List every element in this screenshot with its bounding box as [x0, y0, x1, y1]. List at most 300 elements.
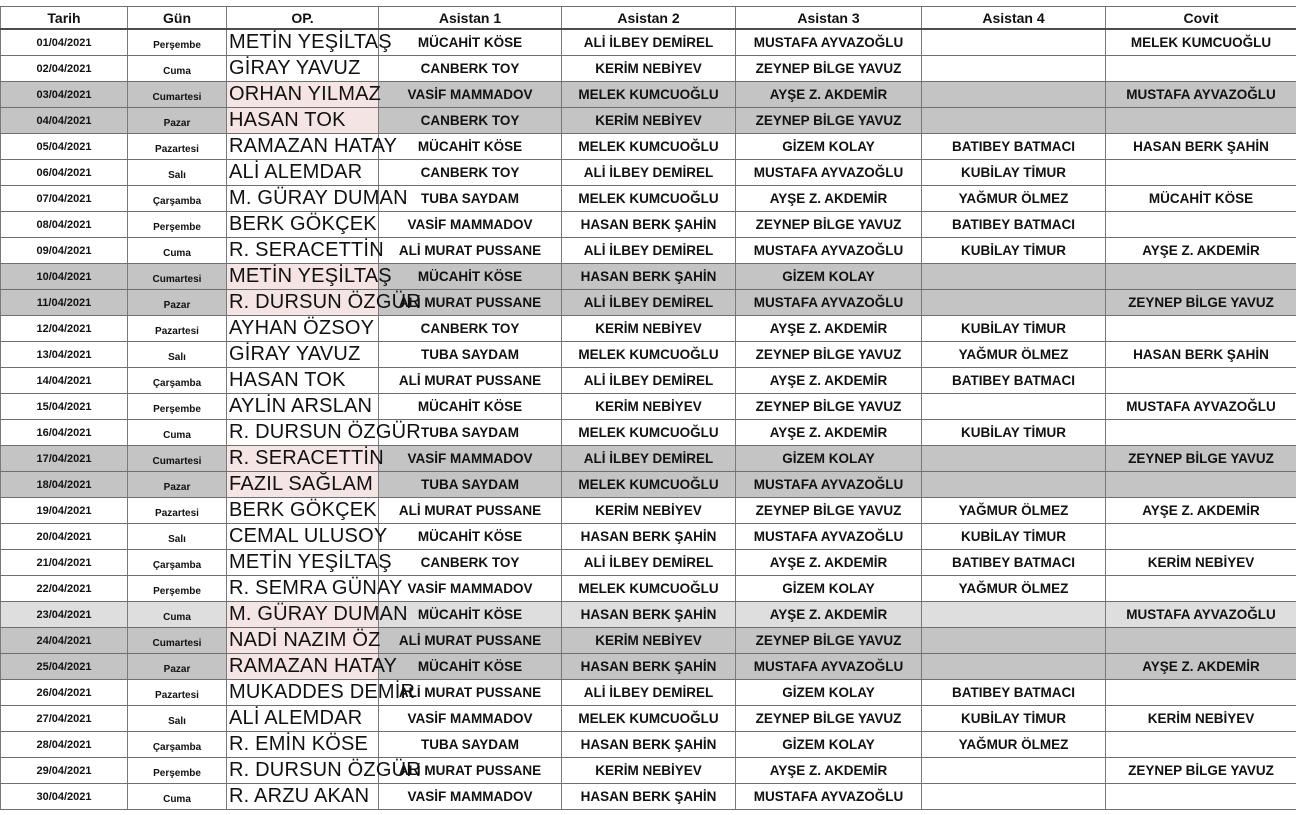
op-name: HASAN TOK	[229, 369, 346, 391]
asistan-4-cell[interactable]: KUBİLAY TİMUR	[922, 420, 1106, 445]
op-cell[interactable]	[227, 498, 379, 523]
date-cell[interactable]: 02/04/2021	[0, 56, 128, 81]
covit-cell[interactable]: AYŞE Z. AKDEMİR	[1142, 659, 1260, 674]
asistan-4-cell[interactable]	[922, 264, 1106, 289]
asistan-2-cell[interactable]: KERİM NEBİYEV	[562, 108, 736, 133]
asistan-2-cell[interactable]: HASAN BERK ŞAHİN	[562, 212, 736, 237]
op-cell[interactable]	[227, 706, 379, 731]
table-body	[0, 30, 1296, 810]
covit-cell[interactable]: ZEYNEP BİLGE YAVUZ	[1128, 763, 1274, 778]
day-cell[interactable]: Salı	[128, 706, 227, 731]
header-asistan-4[interactable]: Asistan 4	[922, 7, 1106, 28]
table-row	[0, 472, 1296, 498]
asistan-3-cell[interactable]: MUSTAFA AYVAZOĞLU	[736, 472, 922, 497]
covit-cell[interactable]: MUSTAFA AYVAZOĞLU	[1126, 399, 1276, 414]
asistan-3-cell[interactable]: ZEYNEP BİLGE YAVUZ	[736, 212, 922, 237]
schedule-table	[0, 6, 1296, 810]
op-name: R. SERACETTİN	[229, 239, 384, 261]
covit-cell[interactable]: MÜCAHİT KÖSE	[1148, 191, 1254, 206]
day-cell[interactable]: Perşembe	[128, 576, 227, 601]
day-cell[interactable]: Pazartesi	[128, 316, 227, 341]
op-cell[interactable]	[227, 550, 392, 575]
asistan-1-cell[interactable]: CANBERK TOY	[379, 316, 562, 341]
asistan-3-cell[interactable]: ZEYNEP BİLGE YAVUZ	[736, 108, 922, 133]
table-row	[0, 238, 1296, 264]
header-asistan-3[interactable]: Asistan 3	[736, 7, 922, 28]
asistan-1-cell[interactable]: VASİF MAMMADOV	[379, 446, 562, 471]
header-row	[0, 6, 1296, 30]
table-row	[0, 290, 1296, 316]
header-gun[interactable]: Gün	[128, 7, 227, 28]
asistan-3-cell[interactable]: ZEYNEP BİLGE YAVUZ	[736, 628, 922, 653]
day-cell[interactable]: Çarşamba	[128, 186, 227, 211]
covit-cell[interactable]: MUSTAFA AYVAZOĞLU	[1126, 607, 1276, 622]
op-cell[interactable]	[227, 420, 421, 445]
asistan-3-cell[interactable]: ZEYNEP BİLGE YAVUZ	[736, 706, 922, 731]
asistan-2-cell[interactable]: KERİM NEBİYEV	[562, 498, 736, 523]
asistan-2-cell[interactable]: KERİM NEBİYEV	[562, 628, 736, 653]
asistan-1-cell[interactable]: MÜCAHİT KÖSE	[379, 264, 562, 289]
op-name: M. GÜRAY DUMAN	[229, 187, 408, 209]
asistan-3-cell[interactable]: GİZEM KOLAY	[736, 732, 922, 757]
table-row	[0, 784, 1296, 810]
asistan-3-cell[interactable]: GİZEM KOLAY	[736, 576, 922, 601]
table-row	[0, 706, 1296, 732]
asistan-4-cell[interactable]	[922, 290, 1106, 315]
asistan-1-cell[interactable]: ALİ MURAT PUSSANE	[379, 238, 562, 263]
covit-cell[interactable]	[1106, 784, 1296, 809]
covit-cell[interactable]: KERİM NEBİYEV	[1147, 711, 1255, 726]
asistan-4-cell[interactable]	[922, 30, 1106, 55]
op-name: M. GÜRAY DUMAN	[229, 603, 408, 625]
day-cell[interactable]: Perşembe	[128, 30, 227, 55]
asistan-3-cell[interactable]: AYŞE Z. AKDEMİR	[736, 368, 922, 393]
op-cell[interactable]	[227, 134, 398, 159]
asistan-1-cell[interactable]: MÜCAHİT KÖSE	[379, 394, 562, 419]
op-name: BERK GÖKÇEK	[229, 213, 377, 235]
asistan-3-cell[interactable]: ZEYNEP BİLGE YAVUZ	[736, 342, 922, 367]
day-cell[interactable]: Cuma	[128, 420, 227, 445]
asistan-1-cell[interactable]: MÜCAHİT KÖSE	[379, 654, 562, 679]
op-name: METİN YEŞİLTAŞ	[229, 265, 392, 287]
asistan-1-cell[interactable]: CANBERK TOY	[379, 56, 562, 81]
op-cell[interactable]	[227, 680, 416, 705]
asistan-4-cell[interactable]	[922, 108, 1106, 133]
asistan-4-cell[interactable]: YAĞMUR ÖLMEZ	[922, 498, 1106, 523]
header-op[interactable]: OP.	[227, 7, 379, 28]
date-cell[interactable]: 04/04/2021	[0, 108, 128, 133]
covit-cell[interactable]	[1106, 472, 1296, 497]
asistan-2-cell[interactable]: HASAN BERK ŞAHİN	[562, 264, 736, 289]
asistan-1-cell[interactable]: MÜCAHİT KÖSE	[379, 524, 562, 549]
table-row	[0, 524, 1296, 550]
asistan-4-cell[interactable]: YAĞMUR ÖLMEZ	[922, 342, 1106, 367]
asistan-4-cell[interactable]: BATIBEY BATMACI	[922, 212, 1106, 237]
asistan-1-cell[interactable]: ALİ MURAT PUSSANE	[379, 758, 562, 783]
asistan-2-cell[interactable]: ALİ İLBEY DEMİREL	[562, 550, 736, 575]
covit-cell[interactable]	[1106, 576, 1296, 601]
asistan-1-cell[interactable]: ALİ MURAT PUSSANE	[379, 680, 562, 705]
asistan-2-cell[interactable]: MELEK KUMCUOĞLU	[562, 342, 736, 367]
day-cell[interactable]: Cuma	[128, 784, 227, 809]
date-cell[interactable]: 16/04/2021	[0, 420, 128, 445]
table-row	[0, 212, 1296, 238]
day-cell[interactable]: Salı	[128, 160, 227, 185]
asistan-1-cell[interactable]: VASİF MAMMADOV	[379, 706, 562, 731]
asistan-4-cell[interactable]	[922, 628, 1106, 653]
date-cell[interactable]: 19/04/2021	[0, 498, 128, 523]
op-cell[interactable]	[227, 186, 408, 211]
asistan-2-cell[interactable]: KERİM NEBİYEV	[562, 316, 736, 341]
covit-cell[interactable]: MUSTAFA AYVAZOĞLU	[1126, 87, 1276, 102]
day-cell[interactable]: Cumartesi	[128, 446, 227, 471]
op-cell[interactable]	[227, 30, 392, 55]
table-row	[0, 342, 1296, 368]
asistan-1-cell[interactable]: TUBA SAYDAM	[379, 732, 562, 757]
date-cell[interactable]: 13/04/2021	[0, 342, 128, 367]
asistan-1-cell[interactable]: ALİ MURAT PUSSANE	[379, 368, 562, 393]
op-name: ORHAN YILMAZ	[229, 83, 382, 105]
asistan-1-cell[interactable]: MÜCAHİT KÖSE	[379, 602, 562, 627]
op-name: GİRAY YAVUZ	[229, 57, 361, 79]
op-cell[interactable]	[227, 160, 379, 185]
asistan-2-cell[interactable]: MELEK KUMCUOĞLU	[562, 186, 736, 211]
op-name: METİN YEŞİLTAŞ	[229, 551, 392, 573]
date-cell[interactable]: 12/04/2021	[0, 316, 128, 341]
covit-cell[interactable]	[1106, 108, 1296, 133]
asistan-4-cell[interactable]: YAĞMUR ÖLMEZ	[922, 186, 1106, 211]
covit-cell[interactable]	[1106, 316, 1296, 341]
date-cell[interactable]: 01/04/2021	[0, 30, 128, 55]
op-cell[interactable]	[227, 394, 379, 419]
table-row	[0, 576, 1296, 602]
op-name: R. DURSUN ÖZGÜR	[229, 291, 421, 313]
asistan-4-cell[interactable]: YAĞMUR ÖLMEZ	[922, 576, 1106, 601]
header-tarih[interactable]: Tarih	[0, 7, 128, 28]
asistan-4-cell[interactable]: KUBİLAY TİMUR	[922, 524, 1106, 549]
date-cell[interactable]: 25/04/2021	[0, 654, 128, 679]
header-covit[interactable]: Covit	[1183, 9, 1219, 26]
asistan-3-cell[interactable]: AYŞE Z. AKDEMİR	[736, 550, 922, 575]
covit-cell[interactable]: KERİM NEBİYEV	[1147, 555, 1255, 570]
covit-cell[interactable]	[1106, 524, 1296, 549]
day-cell[interactable]: Salı	[128, 524, 227, 549]
asistan-3-cell[interactable]: AYŞE Z. AKDEMİR	[736, 602, 922, 627]
op-cell[interactable]	[227, 108, 379, 133]
asistan-1-cell[interactable]: TUBA SAYDAM	[379, 420, 562, 445]
date-cell[interactable]: 22/04/2021	[0, 576, 128, 601]
asistan-1-cell[interactable]: MÜCAHİT KÖSE	[379, 30, 562, 55]
asistan-1-cell[interactable]: ALİ MURAT PUSSANE	[379, 628, 562, 653]
asistan-2-cell[interactable]: MELEK KUMCUOĞLU	[562, 576, 736, 601]
asistan-4-cell[interactable]: KUBİLAY TİMUR	[922, 238, 1106, 263]
day-cell[interactable]: Çarşamba	[128, 732, 227, 757]
day-cell[interactable]: Perşembe	[128, 394, 227, 419]
asistan-3-cell[interactable]: MUSTAFA AYVAZOĞLU	[736, 160, 922, 185]
table-row	[0, 368, 1296, 394]
asistan-1-cell[interactable]: CANBERK TOY	[379, 550, 562, 575]
asistan-3-cell[interactable]: AYŞE Z. AKDEMİR	[736, 186, 922, 211]
asistan-2-cell[interactable]: HASAN BERK ŞAHİN	[562, 732, 736, 757]
day-cell[interactable]: Cuma	[128, 602, 227, 627]
asistan-1-cell[interactable]: ALİ MURAT PUSSANE	[379, 498, 562, 523]
op-cell[interactable]	[227, 238, 384, 263]
asistan-2-cell[interactable]: MELEK KUMCUOĞLU	[562, 82, 736, 107]
asistan-4-cell[interactable]	[922, 446, 1106, 471]
day-cell[interactable]: Pazar	[128, 654, 227, 679]
date-cell[interactable]: 03/04/2021	[0, 82, 128, 107]
op-name: ALİ ALEMDAR	[229, 161, 363, 183]
covit-cell[interactable]: HASAN BERK ŞAHİN	[1133, 347, 1269, 362]
covit-cell[interactable]	[1106, 368, 1296, 393]
day-cell[interactable]: Salı	[128, 342, 227, 367]
op-cell[interactable]	[227, 472, 379, 497]
asistan-4-cell[interactable]	[922, 56, 1106, 81]
op-cell[interactable]	[227, 524, 388, 549]
date-cell[interactable]: 08/04/2021	[0, 212, 128, 237]
asistan-4-cell[interactable]: BATIBEY BATMACI	[922, 550, 1106, 575]
date-cell[interactable]: 23/04/2021	[0, 602, 128, 627]
asistan-1-cell[interactable]: ALİ MURAT PUSSANE	[379, 290, 562, 315]
asistan-2-cell[interactable]: HASAN BERK ŞAHİN	[562, 524, 736, 549]
covit-cell[interactable]	[1106, 160, 1296, 185]
asistan-3-cell[interactable]: AYŞE Z. AKDEMİR	[736, 420, 922, 445]
date-cell[interactable]: 28/04/2021	[0, 732, 128, 757]
asistan-3-cell[interactable]: GİZEM KOLAY	[736, 446, 922, 471]
covit-cell[interactable]: ZEYNEP BİLGE YAVUZ	[1128, 451, 1274, 466]
op-cell[interactable]	[227, 212, 379, 237]
covit-cell[interactable]	[1106, 212, 1296, 237]
asistan-2-cell[interactable]: ALİ İLBEY DEMİREL	[562, 30, 736, 55]
op-name: RAMAZAN HATAY	[229, 135, 398, 157]
day-cell[interactable]: Pazar	[128, 472, 227, 497]
asistan-4-cell[interactable]: BATIBEY BATMACI	[922, 680, 1106, 705]
asistan-4-cell[interactable]	[922, 784, 1106, 809]
date-cell[interactable]: 07/04/2021	[0, 186, 128, 211]
table-row	[0, 30, 1296, 56]
op-cell[interactable]	[227, 758, 421, 783]
asistan-2-cell[interactable]: MELEK KUMCUOĞLU	[562, 706, 736, 731]
asistan-1-cell[interactable]: VASİF MAMMADOV	[379, 784, 562, 809]
covit-cell[interactable]	[1106, 264, 1296, 289]
asistan-1-cell[interactable]: VASİF MAMMADOV	[379, 82, 562, 107]
date-cell[interactable]: 29/04/2021	[0, 758, 128, 783]
date-cell[interactable]: 18/04/2021	[0, 472, 128, 497]
covit-cell[interactable]: AYŞE Z. AKDEMİR	[1142, 503, 1260, 518]
table-row	[0, 550, 1296, 576]
asistan-2-cell[interactable]: ALİ İLBEY DEMİREL	[562, 680, 736, 705]
op-cell[interactable]	[227, 784, 379, 809]
asistan-2-cell[interactable]: MELEK KUMCUOĞLU	[562, 472, 736, 497]
asistan-1-cell[interactable]: TUBA SAYDAM	[379, 342, 562, 367]
table-row	[0, 758, 1296, 784]
asistan-3-cell[interactable]: MUSTAFA AYVAZOĞLU	[736, 524, 922, 549]
covit-cell[interactable]	[1106, 420, 1296, 445]
day-cell[interactable]: Cumartesi	[128, 628, 227, 653]
day-cell[interactable]: Çarşamba	[128, 368, 227, 393]
day-cell[interactable]: Cuma	[128, 238, 227, 263]
date-cell[interactable]: 05/04/2021	[0, 134, 128, 159]
day-cell[interactable]: Pazar	[128, 290, 227, 315]
asistan-4-cell[interactable]: KUBİLAY TİMUR	[922, 706, 1106, 731]
op-name: AYLİN ARSLAN	[229, 395, 373, 417]
asistan-2-cell[interactable]: MELEK KUMCUOĞLU	[562, 420, 736, 445]
table-row	[0, 732, 1296, 758]
date-cell[interactable]: 21/04/2021	[0, 550, 128, 575]
op-cell[interactable]	[227, 576, 403, 601]
op-name: R. EMİN KÖSE	[229, 733, 369, 755]
asistan-3-cell[interactable]: GİZEM KOLAY	[736, 680, 922, 705]
date-cell[interactable]: 11/04/2021	[0, 290, 128, 315]
asistan-3-cell[interactable]: AYŞE Z. AKDEMİR	[736, 758, 922, 783]
asistan-2-cell[interactable]: ALİ İLBEY DEMİREL	[562, 290, 736, 315]
op-name: MUKADDES DEMİR	[229, 681, 416, 703]
day-cell[interactable]: Cumartesi	[128, 82, 227, 107]
op-cell[interactable]	[227, 56, 379, 81]
op-cell[interactable]	[227, 602, 408, 627]
asistan-1-cell[interactable]: CANBERK TOY	[379, 160, 562, 185]
asistan-3-cell[interactable]: GİZEM KOLAY	[736, 264, 922, 289]
table-row	[0, 316, 1296, 342]
asistan-4-cell[interactable]	[922, 654, 1106, 679]
day-cell[interactable]: Pazar	[128, 108, 227, 133]
date-cell[interactable]: 20/04/2021	[0, 524, 128, 549]
asistan-4-cell[interactable]: BATIBEY BATMACI	[922, 134, 1106, 159]
op-name: METİN YEŞİLTAŞ	[229, 31, 392, 53]
table-row	[0, 602, 1296, 628]
asistan-2-cell[interactable]: ALİ İLBEY DEMİREL	[562, 446, 736, 471]
asistan-3-cell[interactable]: MUSTAFA AYVAZOĞLU	[736, 30, 922, 55]
op-cell[interactable]	[227, 342, 379, 367]
op-cell[interactable]	[227, 82, 382, 107]
op-name: RAMAZAN HATAY	[229, 655, 398, 677]
asistan-1-cell[interactable]: VASİF MAMMADOV	[379, 576, 562, 601]
day-cell[interactable]: Cumartesi	[128, 264, 227, 289]
op-cell[interactable]	[227, 732, 379, 757]
op-name: GİRAY YAVUZ	[229, 343, 361, 365]
op-name: R. DURSUN ÖZGÜR	[229, 421, 421, 443]
table-row	[0, 498, 1296, 524]
table-row	[0, 160, 1296, 186]
asistan-4-cell[interactable]: KUBİLAY TİMUR	[922, 160, 1106, 185]
table-row	[0, 134, 1296, 160]
covit-cell[interactable]	[1106, 680, 1296, 705]
table-row	[0, 628, 1296, 654]
date-cell[interactable]: 24/04/2021	[0, 628, 128, 653]
op-name: NADİ NAZIM ÖZ	[229, 629, 381, 651]
table-row	[0, 108, 1296, 134]
asistan-3-cell[interactable]: MUSTAFA AYVAZOĞLU	[736, 654, 922, 679]
date-cell[interactable]: 26/04/2021	[0, 680, 128, 705]
asistan-3-cell[interactable]: MUSTAFA AYVAZOĞLU	[736, 290, 922, 315]
op-name: R. DURSUN ÖZGÜR	[229, 759, 421, 781]
date-cell[interactable]: 06/04/2021	[0, 160, 128, 185]
asistan-3-cell[interactable]: ZEYNEP BİLGE YAVUZ	[736, 394, 922, 419]
asistan-4-cell[interactable]: KUBİLAY TİMUR	[922, 316, 1106, 341]
asistan-4-cell[interactable]: YAĞMUR ÖLMEZ	[922, 732, 1106, 757]
asistan-4-cell[interactable]	[922, 602, 1106, 627]
asistan-2-cell[interactable]: ALİ İLBEY DEMİREL	[562, 368, 736, 393]
day-cell[interactable]: Pazartesi	[128, 498, 227, 523]
asistan-3-cell[interactable]: MUSTAFA AYVAZOĞLU	[736, 784, 922, 809]
date-cell[interactable]: 14/04/2021	[0, 368, 128, 393]
table-row	[0, 446, 1296, 472]
op-cell[interactable]	[227, 316, 379, 341]
asistan-4-cell[interactable]	[922, 472, 1106, 497]
day-cell[interactable]: Cuma	[128, 56, 227, 81]
op-cell[interactable]	[227, 446, 384, 471]
asistan-3-cell[interactable]: MUSTAFA AYVAZOĞLU	[736, 238, 922, 263]
asistan-3-cell[interactable]: AYŞE Z. AKDEMİR	[736, 316, 922, 341]
day-cell[interactable]: Perşembe	[128, 212, 227, 237]
date-cell[interactable]: 17/04/2021	[0, 446, 128, 471]
asistan-1-cell[interactable]: VASİF MAMMADOV	[379, 212, 562, 237]
date-cell[interactable]: 15/04/2021	[0, 394, 128, 419]
asistan-3-cell[interactable]: ZEYNEP BİLGE YAVUZ	[736, 56, 922, 81]
op-cell[interactable]	[227, 264, 392, 289]
asistan-1-cell[interactable]: TUBA SAYDAM	[379, 186, 562, 211]
covit-cell[interactable]	[1106, 56, 1296, 81]
asistan-3-cell[interactable]: AYŞE Z. AKDEMİR	[736, 82, 922, 107]
day-cell[interactable]: Perşembe	[128, 758, 227, 783]
covit-cell[interactable]: AYŞE Z. AKDEMİR	[1142, 243, 1260, 258]
day-cell[interactable]: Çarşamba	[128, 550, 227, 575]
header-asistan-2[interactable]: Asistan 2	[562, 7, 736, 28]
table-row	[0, 186, 1296, 212]
date-cell[interactable]: 30/04/2021	[0, 784, 128, 809]
asistan-2-cell[interactable]: HASAN BERK ŞAHİN	[562, 654, 736, 679]
op-cell[interactable]	[227, 628, 379, 653]
table-row	[0, 264, 1296, 290]
asistan-4-cell[interactable]	[922, 758, 1106, 783]
table-row	[0, 394, 1296, 420]
asistan-2-cell[interactable]: HASAN BERK ŞAHİN	[562, 602, 736, 627]
op-cell[interactable]	[227, 290, 421, 315]
asistan-2-cell[interactable]: ALİ İLBEY DEMİREL	[562, 238, 736, 263]
asistan-4-cell[interactable]: BATIBEY BATMACI	[922, 368, 1106, 393]
asistan-1-cell[interactable]: TUBA SAYDAM	[379, 472, 562, 497]
asistan-4-cell[interactable]	[922, 82, 1106, 107]
day-cell[interactable]: Pazartesi	[128, 134, 227, 159]
asistan-2-cell[interactable]: ALİ İLBEY DEMİREL	[562, 160, 736, 185]
covit-cell[interactable]: HASAN BERK ŞAHİN	[1133, 139, 1269, 154]
op-name: BERK GÖKÇEK	[229, 499, 377, 521]
date-cell[interactable]: 09/04/2021	[0, 238, 128, 263]
covit-cell[interactable]: ZEYNEP BİLGE YAVUZ	[1128, 295, 1274, 310]
table-row	[0, 420, 1296, 446]
asistan-1-cell[interactable]: CANBERK TOY	[379, 108, 562, 133]
asistan-2-cell[interactable]: KERİM NEBİYEV	[562, 56, 736, 81]
op-cell[interactable]	[227, 368, 379, 393]
date-cell[interactable]: 27/04/2021	[0, 706, 128, 731]
asistan-4-cell[interactable]	[922, 394, 1106, 419]
date-cell[interactable]: 10/04/2021	[0, 264, 128, 289]
asistan-1-cell[interactable]: MÜCAHİT KÖSE	[379, 134, 562, 159]
table-row	[0, 56, 1296, 82]
asistan-2-cell[interactable]: KERİM NEBİYEV	[562, 394, 736, 419]
asistan-3-cell[interactable]: ZEYNEP BİLGE YAVUZ	[736, 498, 922, 523]
covit-cell[interactable]: MELEK KUMCUOĞLU	[1130, 35, 1272, 50]
asistan-3-cell[interactable]: GİZEM KOLAY	[736, 134, 922, 159]
op-cell[interactable]	[227, 654, 398, 679]
header-asistan-1[interactable]: Asistan 1	[379, 7, 562, 28]
asistan-2-cell[interactable]: MELEK KUMCUOĞLU	[562, 134, 736, 159]
asistan-2-cell[interactable]: KERİM NEBİYEV	[562, 758, 736, 783]
covit-cell[interactable]	[1106, 628, 1296, 653]
day-cell[interactable]: Pazartesi	[128, 680, 227, 705]
covit-cell[interactable]	[1106, 732, 1296, 757]
asistan-2-cell[interactable]: HASAN BERK ŞAHİN	[562, 784, 736, 809]
